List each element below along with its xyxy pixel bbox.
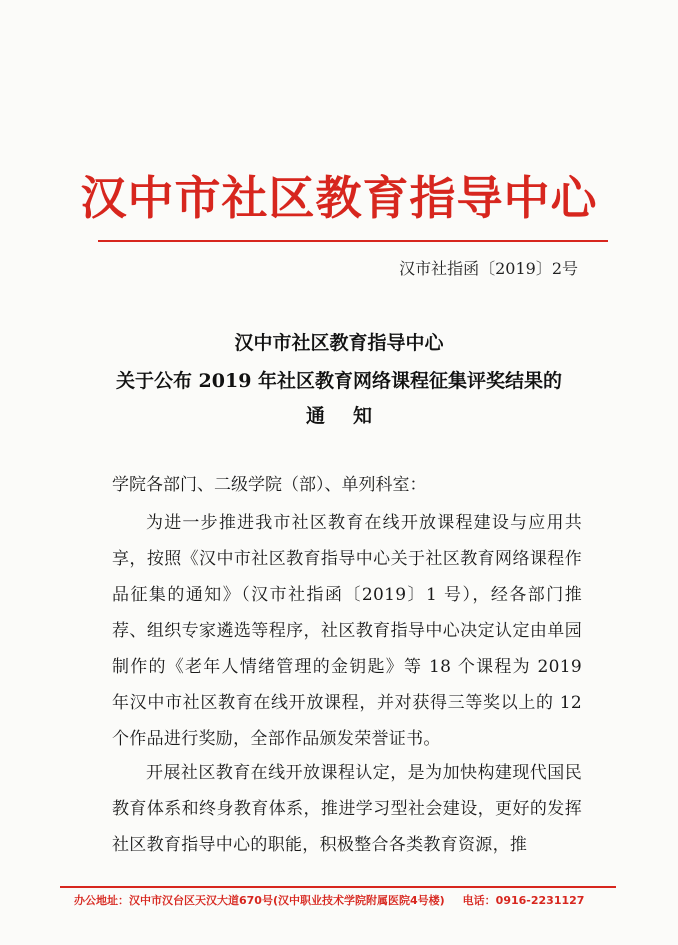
body-paragraph-2: 开展社区教育在线开放课程认定，是为加快构建现代国民教育体系和终身教育体系，推进学习型社会建设，更好的发挥社区教育指导中心的职能，积极整合各类教育资源，推 (112, 763, 582, 855)
salutation: 学院各部门、二级学院（部）、单列科室： (112, 475, 427, 495)
headline-line-1: 汉中市社区教育指导中心 (234, 332, 444, 354)
body-paragraph-1: 为进一步推进我市社区教育在线开放课程建设与应用共享，按照《汉中市社区教育指导中心关于社区教育网络课程作品征集的通知》（汉市社指函〔2019〕1 号），经各部门推荐、组织专家遴选等程序，社区教育指导中心决定认定由单园制作的《老年人情绪管理的金钥匙》等 18 个课程为 2019 年汉中市社区教育在线开放课程，并对获得三等奖以上的 12 个作品进行奖励，全部作品颁发荣誉证书。 (112, 513, 582, 749)
letterhead-org-name: 汉中市社区教育指导中心 (80, 171, 598, 225)
letterhead-red-rule (98, 240, 608, 242)
headline-line-2: 关于公布 2019 年社区教育网络课程征集评奖结果的 (115, 370, 563, 392)
document-number: 汉市社指函〔2019〕2号 (399, 259, 578, 278)
footer-red-rule (60, 886, 616, 888)
footer-phone: 电话：0916-2231127 (462, 894, 585, 907)
headline-line-3: 通知 (305, 405, 400, 427)
footer-address: 办公地址：汉中市汉台区天汉大道670号(汉中职业技术学院附属医院4号楼) (74, 894, 445, 907)
footer (74, 892, 614, 910)
